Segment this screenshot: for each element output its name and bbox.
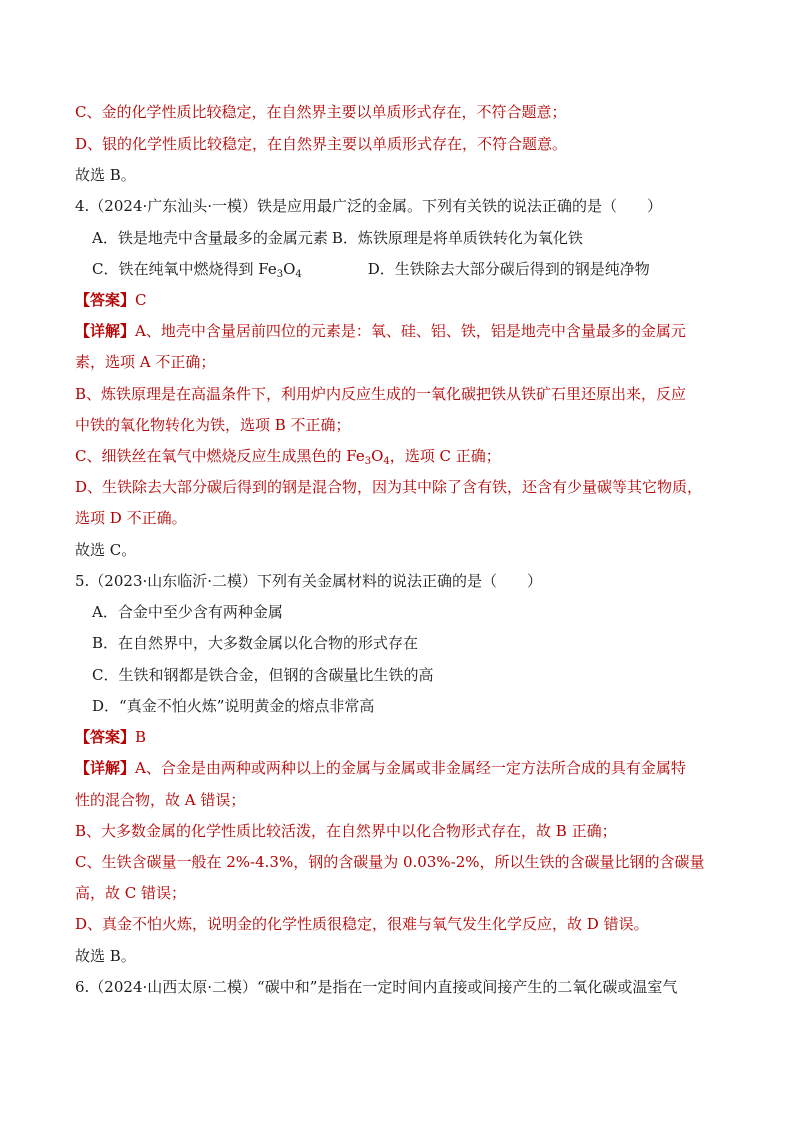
q4-option-d: D．生铁除去大部分碳后得到的钢是纯净物 <box>367 260 650 278</box>
q4-detail-d1: D、生铁除去大部分碳后得到的钢是混合物，因为其中除了含有铁，还含有少量碳等其它物质， <box>75 478 703 496</box>
q5-detail-d: D、真金不怕火炼，说明金的化学性质很稳定，很难与氧气发生化学反应，故 D 错误。 <box>75 915 649 933</box>
answer-label: 【答案】 <box>75 291 136 309</box>
q5-detail-a2: 性的混合物，故 A 错误； <box>75 791 246 809</box>
q5-detail-c2: 高，故 C 错误； <box>75 884 187 902</box>
q4-stem: 4.（2024·广东汕头·一模）铁是应用最广泛的金属。下列有关铁的说法正确的是（ ） <box>75 197 663 215</box>
q5-detail-c1: C、生铁含碳量一般在 2%-4.3%，钢的含碳量为 0.03%-2%，所以生铁的含碳量比钢的含碳量 <box>75 853 705 871</box>
q4-options-row2 <box>92 259 650 279</box>
q4-option-a: A．铁是地壳中含量最多的金属元素 <box>92 229 328 247</box>
q5-detail-b: B、大多数金属的化学性质比较活泼，在自然界中以化合物形式存在，故 B 正确； <box>75 822 617 840</box>
answer-value: C <box>135 291 147 309</box>
q5-option-c: C．生铁和钢都是铁合金，但钢的含碳量比生铁的高 <box>92 666 434 684</box>
prev-detail-d: D、银的化学性质比较稳定，在自然界主要以单质形式存在，不符合题意。 <box>75 135 568 153</box>
q5-choose: 故选 B。 <box>75 947 136 965</box>
prev-choose: 故选 B。 <box>75 166 136 184</box>
q4-detail-b2: 中铁的氧化物转化为铁，选项 B 不正确； <box>75 416 351 434</box>
q4-answer <box>75 290 147 310</box>
q4-detail-c: C、细铁丝在氧气中燃烧反应生成黑色的 $Fe_3O_4$，选项 C 正确； <box>75 447 501 467</box>
answer-label: 【答案】 <box>75 728 136 746</box>
q4-option-c: C．铁在纯氧中燃烧得到 $Fe_3O_4$ <box>92 260 302 280</box>
q4-detail-d2: 选项 D 不正确。 <box>75 509 187 527</box>
q4-option-b: B．炼铁原理是将单质铁转化为氧化铁 <box>331 229 583 247</box>
detail-label: 【详解】 <box>75 759 136 777</box>
q4-detail-a2: 素，选项 A 不正确； <box>75 353 216 371</box>
q5-detail-a1: 【详解】A、合金是由两种或两种以上的金属与金属或非金属经一定方法所合成的具有金属特 <box>75 759 686 777</box>
q4-detail-b1: B、炼铁原理是在高温条件下，利用炉内反应生成的一氧化碳把铁从铁矿石里还原出来，反应 <box>75 385 687 403</box>
q5-answer <box>75 727 146 747</box>
q5-option-b: B．在自然界中，大多数金属以化合物的形式存在 <box>92 634 419 652</box>
q4-choose: 故选 C。 <box>75 541 137 559</box>
q4-options-row1 <box>92 228 583 248</box>
q4-detail-a1: 【详解】A、地壳中含量居前四位的元素是：氧、硅、铝、铁，铝是地壳中含量最多的金属元 <box>75 322 686 340</box>
answer-value: B <box>135 728 147 746</box>
q5-option-a: A．合金中至少含有两种金属 <box>92 603 283 621</box>
q6-stem: 6.（2024·山西太原·二模）“碳中和”是指在一定时间内直接或间接产生的二氧化碳或温室气 <box>75 978 678 996</box>
q5-option-d: D．“真金不怕火炼”说明黄金的熔点非常高 <box>92 697 375 715</box>
prev-detail-c: C、金的化学性质比较稳定，在自然界主要以单质形式存在，不符合题意； <box>75 103 567 121</box>
detail-label: 【详解】 <box>75 322 136 340</box>
q5-stem: 5.（2023·山东临沂·二模）下列有关金属材料的说法正确的是（ ） <box>75 572 543 590</box>
